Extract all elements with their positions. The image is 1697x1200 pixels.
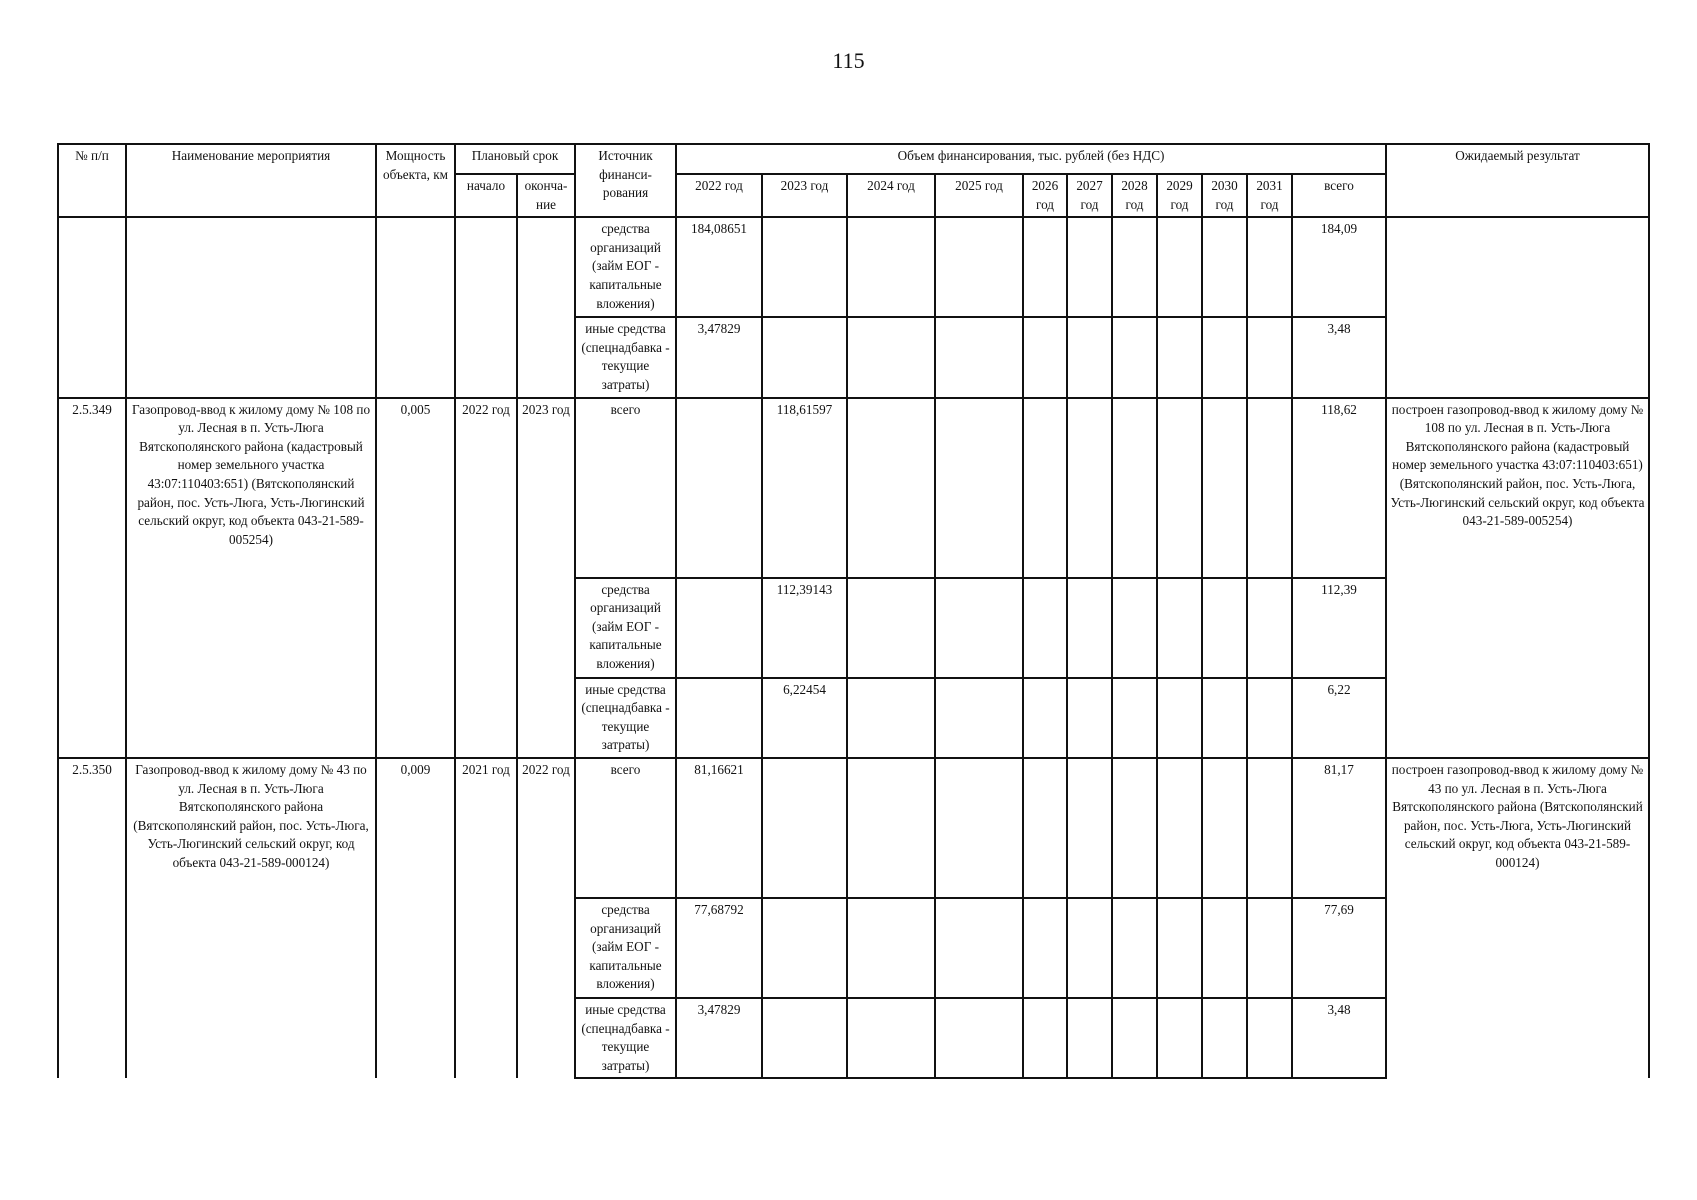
header-total: всего	[1292, 174, 1386, 217]
source-cell: средства организаций (займ ЕОГ - капитальные вложения)	[575, 578, 676, 678]
value-2022: 77,68792	[676, 898, 762, 998]
header-year: 2024 год	[847, 174, 935, 217]
value-total: 3,48	[1292, 998, 1386, 1078]
source-cell: иные средства (спецнадбавка - текущие затраты)	[575, 998, 676, 1078]
header-source: Источник финанси-рования	[575, 144, 676, 217]
item-end: 2023 год	[517, 398, 575, 758]
value-2023: 118,61597	[762, 398, 847, 578]
table-row	[58, 758, 1649, 898]
value-2022: 81,16621	[676, 758, 762, 898]
header-year: 2026 год	[1023, 174, 1067, 217]
page-number: 115	[832, 48, 865, 73]
header-start: начало	[455, 174, 517, 217]
value-2022: 3,47829	[676, 317, 762, 397]
header-year: 2031 год	[1247, 174, 1292, 217]
value-2022: 184,08651	[676, 217, 762, 317]
header-year: 2025 год	[935, 174, 1023, 217]
item-start: 2021 год	[455, 758, 517, 1078]
source-cell: средства организаций (займ ЕОГ - капитальные вложения)	[575, 217, 676, 317]
header-year: 2027 год	[1067, 174, 1112, 217]
header-row-1	[58, 144, 1649, 174]
header-year: 2030 год	[1202, 174, 1247, 217]
item-end: 2022 год	[517, 758, 575, 1078]
value-total: 81,17	[1292, 758, 1386, 898]
source-cell: иные средства (спецнадбавка - текущие затраты)	[575, 317, 676, 397]
cont-result-cell	[1386, 217, 1649, 397]
header-end: оконча-ние	[517, 174, 575, 217]
source-cell: средства организаций (займ ЕОГ - капитальные вложения)	[575, 898, 676, 998]
value-total: 118,62	[1292, 398, 1386, 578]
item-power: 0,005	[376, 398, 455, 758]
table-row	[58, 398, 1649, 578]
item-name: Газопровод-ввод к жилому дому № 43 по ул. Лесная в п. Усть-Люга Вятскополянского района (Вятскополянский район, пос. Усть-Люга, Усть-Люгинский сельский округ, код объекта 043-21-589-000124)	[126, 758, 376, 1078]
cont-name-cell	[126, 217, 376, 397]
table-row	[58, 217, 1649, 317]
item-name: Газопровод-ввод к жилому дому № 108 по ул. Лесная в п. Усть-Люга Вятскополянского района (кадастровый номер земельного участка 43:07:110403:651) (Вятскополянский район, пос. Усть-Люга, Усть-Люгинский сельский округ, код объекта 043-21-589-005254)	[126, 398, 376, 758]
cont-power-cell	[376, 217, 455, 397]
header-year: 2022 год	[676, 174, 762, 217]
item-start: 2022 год	[455, 398, 517, 758]
source-cell: иные средства (спецнадбавка - текущие затраты)	[575, 678, 676, 758]
header-year: 2029 год	[1157, 174, 1202, 217]
cont-end-cell	[517, 217, 575, 397]
header-year: 2023 год	[762, 174, 847, 217]
item-num: 2.5.349	[58, 398, 126, 758]
header-result: Ожидаемый результат	[1386, 144, 1649, 217]
item-num: 2.5.350	[58, 758, 126, 1078]
value-total: 112,39	[1292, 578, 1386, 678]
value-2023: 6,22454	[762, 678, 847, 758]
value-total: 184,09	[1292, 217, 1386, 317]
header-volume: Объем финансирования, тыс. рублей (без НДС)	[676, 144, 1386, 174]
header-planned-term: Плановый срок	[455, 144, 575, 174]
source-cell: всего	[575, 758, 676, 898]
value-2023: 112,39143	[762, 578, 847, 678]
item-result: построен газопровод-ввод к жилому дому № 43 по ул. Лесная в п. Усть-Люга Вятскополянского района (Вятскополянский район, пос. Усть-Люга, Усть-Люгинский сельский округ, код объекта 043-21-589-000124)	[1386, 758, 1649, 1078]
value-total: 6,22	[1292, 678, 1386, 758]
value-total: 3,48	[1292, 317, 1386, 397]
financing-table	[57, 143, 1650, 1079]
value-total: 77,69	[1292, 898, 1386, 998]
cont-start-cell	[455, 217, 517, 397]
header-power: Мощность объекта, км	[376, 144, 455, 217]
source-cell: всего	[575, 398, 676, 578]
item-power: 0,009	[376, 758, 455, 1078]
value-2022: 3,47829	[676, 998, 762, 1078]
header-name: Наименование мероприятия	[126, 144, 376, 217]
header-year: 2028 год	[1112, 174, 1157, 217]
header-num: № п/п	[58, 144, 126, 217]
item-result: построен газопровод-ввод к жилому дому № 108 по ул. Лесная в п. Усть-Люга Вятскополянского района (кадастровый номер земельного участка 43:07:110403:651) (Вятскополянский район, пос. Усть-Люга, Усть-Люгинский сельский округ, код объекта 043-21-589-005254)	[1386, 398, 1649, 758]
cont-num-cell	[58, 217, 126, 397]
